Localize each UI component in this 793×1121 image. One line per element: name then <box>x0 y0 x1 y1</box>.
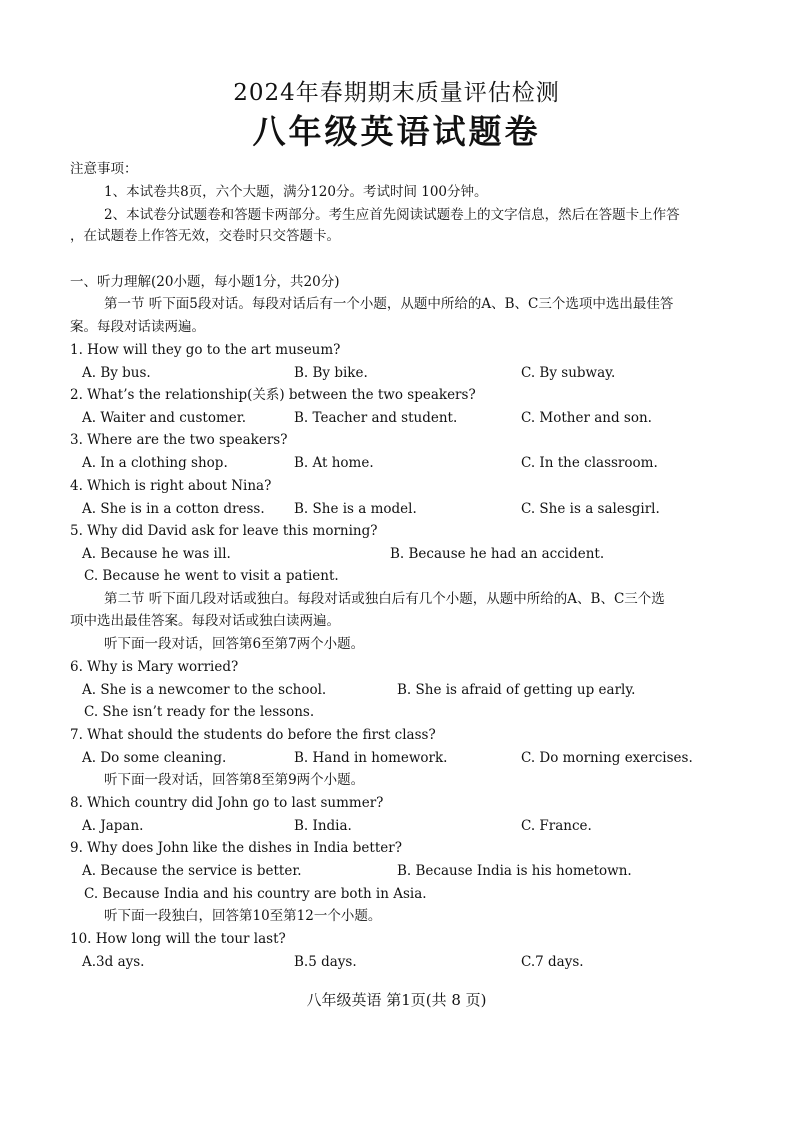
q10-option-a: A.3d ays. <box>82 954 145 970</box>
section-heading: 一、听力理解(20小题，每小题1分，共20分) <box>70 274 340 290</box>
q4-option-a: A. She is in a cotton dress. <box>82 501 265 517</box>
question-9: 9. Why does John like the dishes in India better? <box>70 840 402 856</box>
q2-option-c: C. Mother and son. <box>521 410 652 426</box>
question-10: 10. How long will the tour last? <box>70 931 286 947</box>
part1-intro-cont: 案。每段对话读两遍。 <box>70 319 205 335</box>
q10-option-b: B.5 days. <box>294 954 357 970</box>
listen-instruction-6-7: 听下面一段对话，回答第6至第7两个小题。 <box>104 636 365 652</box>
q9-option-b: B. Because India is his hometown. <box>397 863 632 879</box>
question-3: 3. Where are the two speakers? <box>70 432 288 448</box>
note-item-1: 1、本试卷共8页，六个大题，满分120分。考试时间 100分钟。 <box>104 184 488 200</box>
q5-option-b: B. Because he had an accident. <box>390 546 605 562</box>
q6-option-c: C. She isn’t ready for the lessons. <box>84 704 315 720</box>
q4-option-c: C. She is a salesgirl. <box>521 501 660 517</box>
question-7: 7. What should the students do before the first class? <box>70 727 436 743</box>
q2-option-a: A. Waiter and customer. <box>82 410 247 426</box>
question-5: 5. Why did David ask for leave this morning? <box>70 523 378 539</box>
q8-option-b: B. India. <box>294 818 352 834</box>
part2-intro-cont: 项中选出最佳答案。每段对话或独白读两遍。 <box>70 613 340 629</box>
q2-option-b: B. Teacher and student. <box>294 410 458 426</box>
part2-intro: 第二节 听下面几段对话或独白。每段对话或独白后有几个小题，从题中所给的A、B、C三个选 <box>104 591 665 607</box>
q9-option-a: A. Because the service is better. <box>82 863 302 879</box>
notes-heading: 注意事项： <box>70 161 138 177</box>
exam-subtitle: 八年级英语试题卷 <box>252 112 541 151</box>
note-item-2: 2、本试卷分试题卷和答题卡两部分。考生应首先阅读试题卷上的文字信息，然后在答题卡上作答 <box>104 207 680 223</box>
q4-option-b: B. She is a model. <box>294 501 417 517</box>
question-4: 4. Which is right about Nina? <box>70 478 272 494</box>
q7-option-c: C. Do morning exercises. <box>521 750 693 766</box>
q9-option-c: C. Because India and his country are both in Asia. <box>84 886 427 902</box>
q7-option-b: B. Hand in homework. <box>294 750 448 766</box>
q3-option-a: A. In a clothing shop. <box>82 455 228 471</box>
q6-option-b: B. She is afraid of getting up early. <box>397 682 636 698</box>
question-2: 2. What’s the relationship(关系) between the two speakers? <box>70 387 476 403</box>
listen-instruction-8-9: 听下面一段对话，回答第8至第9两个小题。 <box>104 772 365 788</box>
question-8: 8. Which country did John go to last summer? <box>70 795 384 811</box>
q3-option-c: C. In the classroom. <box>521 455 658 471</box>
q6-option-a: A. She is a newcomer to the school. <box>82 682 327 698</box>
q7-option-a: A. Do some cleaning. <box>82 750 227 766</box>
q5-option-c: C. Because he went to visit a patient. <box>84 568 339 584</box>
q8-option-a: A. Japan. <box>82 818 144 834</box>
q1-option-b: B. By bike. <box>294 365 368 381</box>
question-6: 6. Why is Mary worried? <box>70 659 239 675</box>
page-footer: 八年级英语 第1页(共 8 页) <box>306 991 487 1009</box>
q8-option-c: C. France. <box>521 818 592 834</box>
question-1: 1. How will they go to the art museum? <box>70 342 341 358</box>
q3-option-b: B. At home. <box>294 455 374 471</box>
q10-option-c: C.7 days. <box>521 954 584 970</box>
exam-title: 2024年春期期末质量评估检测 <box>233 80 560 106</box>
note-item-2-cont: ，在试题卷上作答无效，交卷时只交答题卡。 <box>70 228 340 244</box>
listen-instruction-10-12: 听下面一段独白，回答第10至第12一个小题。 <box>104 908 382 924</box>
part1-intro: 第一节 听下面5段对话。每段对话后有一个小题，从题中所给的A、B、C三个选项中选出最佳答 <box>104 296 674 312</box>
q1-option-a: A. By bus. <box>82 365 151 381</box>
q5-option-a: A. Because he was ill. <box>82 546 231 562</box>
q1-option-c: C. By subway. <box>521 365 616 381</box>
